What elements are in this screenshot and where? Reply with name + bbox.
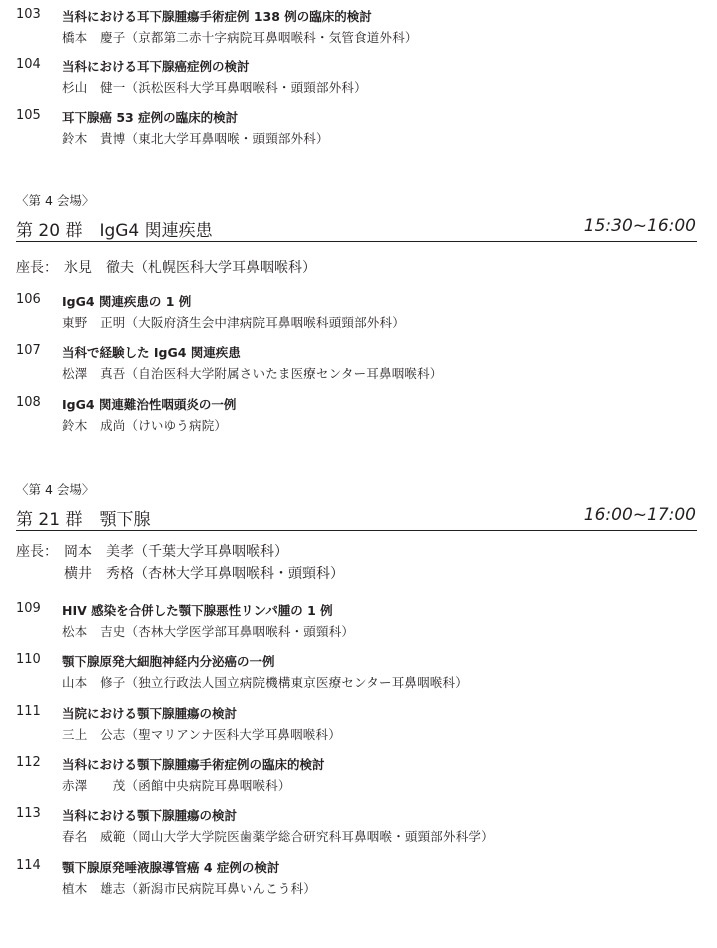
entry-number: 105 [16, 108, 41, 123]
entry-author: 杉山 健一（浜松医科大学耳鼻咽喉科・頭頸部外科） [62, 80, 367, 95]
session-20-venue: 〈第 4 会場〉 [16, 193, 95, 208]
entry-title: 顎下腺原発唾液腺導管癌 4 症例の検討 [62, 860, 280, 875]
entry-number: 114 [16, 858, 41, 873]
entry-author: 東野 正明（大阪府済生会中津病院耳鼻咽喉科頭頸部外科） [62, 315, 405, 330]
session-21-chair: 岡本 美孝（千葉大学耳鼻咽喉科） [64, 544, 288, 560]
session-20-time: 15:30~16:00 [583, 216, 696, 236]
session-21-title: 第 21 群 顎下腺 [16, 510, 151, 530]
entry-title: 当院における顎下腺腫瘍の検討 [62, 706, 238, 721]
entry-title: IgG4 関連疾患の 1 例 [62, 294, 192, 309]
entry-number: 113 [16, 806, 41, 821]
session-21-chair: 横井 秀格（杏林大学耳鼻咽喉科・頭頸科） [64, 566, 344, 582]
entry-author: 松本 吉史（杏林大学医学部耳鼻咽喉科・頭頸科） [62, 624, 355, 639]
entry-title: 耳下腺癌 53 症例の臨床的検討 [62, 110, 239, 125]
entry-title: HIV 感染を合併した顎下腺悪性リンパ腫の 1 例 [62, 603, 333, 618]
entry-number: 108 [16, 395, 41, 410]
session-21-chair-label: 座長： [16, 544, 58, 560]
entry-number: 104 [16, 57, 41, 72]
entry-author: 松澤 真吾（自治医科大学附属さいたま医療センター耳鼻咽喉科） [62, 366, 443, 381]
entry-author: 春名 威範（岡山大学大学院医歯薬学総合研究科耳鼻咽喉・頭頸部外科学） [62, 829, 494, 844]
entry-author: 赤澤 茂（函館中央病院耳鼻咽喉科） [62, 778, 291, 793]
entry-number: 109 [16, 601, 41, 616]
entry-author: 橋本 慶子（京都第二赤十字病院耳鼻咽喉科・気管食道外科） [62, 30, 418, 45]
entry-author: 山本 修子（独立行政法人国立病院機構東京医療センター耳鼻咽喉科） [62, 675, 468, 690]
entry-title: 当科における耳下腺腫瘍手術症例 138 例の臨床的検討 [62, 9, 372, 24]
entry-number: 111 [16, 704, 41, 719]
entry-author: 三上 公志（聖マリアンナ医科大学耳鼻咽喉科） [62, 727, 341, 742]
entry-number: 107 [16, 343, 41, 358]
entry-number: 110 [16, 652, 41, 667]
session-21-divider [16, 530, 697, 531]
entry-author: 植木 雄志（新潟市民病院耳鼻いんこう科） [62, 881, 317, 896]
session-20-chair-label: 座長： [16, 260, 58, 276]
entry-number: 106 [16, 292, 41, 307]
entry-title: 当科における顎下腺腫瘍手術症例の臨床的検討 [62, 757, 325, 772]
entry-author: 鈴木 成尚（けいゆう病院） [62, 418, 228, 433]
entry-title: 当科における顎下腺腫瘍の検討 [62, 808, 238, 823]
entry-number: 112 [16, 755, 41, 770]
session-21-venue: 〈第 4 会場〉 [16, 482, 95, 497]
session-20-title: 第 20 群 IgG4 関連疾患 [16, 221, 213, 241]
session-20-divider [16, 241, 697, 242]
entry-title: 当科における耳下腺癌症例の検討 [62, 59, 250, 74]
entry-number: 103 [16, 7, 41, 22]
session-20-chair: 氷見 徹夫（札幌医科大学耳鼻咽喉科） [64, 260, 316, 276]
entry-author: 鈴木 貴博（東北大学耳鼻咽喉・頭頸部外科） [62, 131, 329, 146]
entry-title: 当科で経験した IgG4 関連疾患 [62, 345, 241, 360]
entry-title: 顎下腺原発大細胞神経内分泌癌の一例 [62, 654, 275, 669]
session-21-time: 16:00~17:00 [583, 505, 696, 525]
entry-title: IgG4 関連難治性咽頭炎の一例 [62, 397, 237, 412]
